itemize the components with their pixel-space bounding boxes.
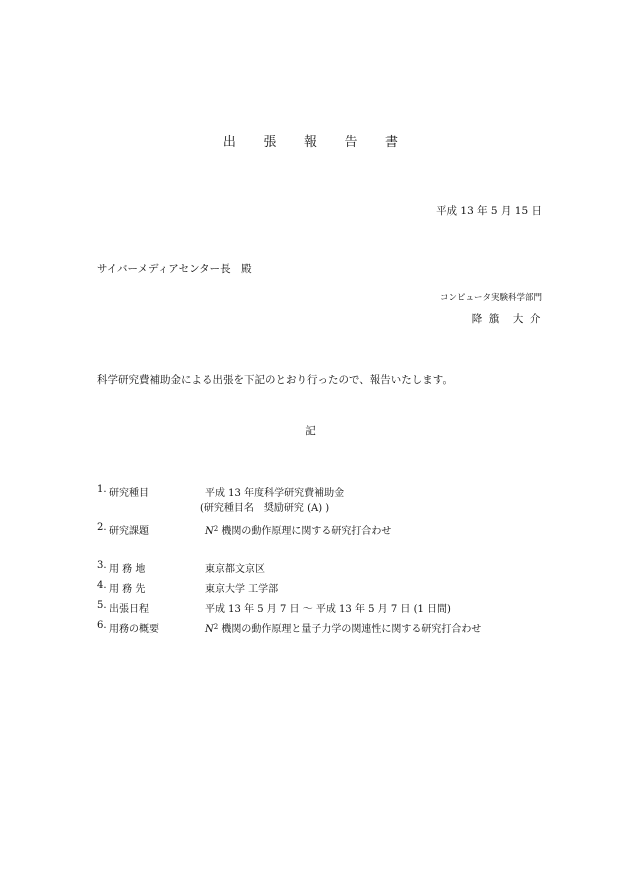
item-label: 研究課題 <box>109 526 149 537</box>
item-research-type-sub <box>97 499 557 513</box>
math-exponent: 2 <box>213 524 219 533</box>
item-destination <box>97 560 557 574</box>
author-name: 降 籏 大 介 <box>471 313 542 325</box>
item-value-wrapper <box>205 620 481 635</box>
item-value: 機関の動作原理に関する研究打合わせ <box>218 526 392 537</box>
item-value-wrapper <box>205 522 391 537</box>
item-value: 東京都文京区 <box>205 564 265 575</box>
math-symbol: N <box>205 624 214 635</box>
item-label: 用 務 地 <box>109 564 146 575</box>
item-number: 5. <box>97 600 107 611</box>
item-research-type <box>97 484 557 498</box>
author-department: コンピュータ実験科学部門 <box>439 293 542 303</box>
report-statement: 科学研究費補助金による出張を下記のとおり行ったので、報告いたします。 <box>97 374 453 386</box>
item-value: 東京大学 工学部 <box>205 584 279 595</box>
item-value: 平成 13 年 5 月 7 日 〜 平成 13 年 5 月 7 日 (1 日間) <box>205 604 451 615</box>
ki-heading: 記 <box>305 425 316 437</box>
item-number: 3. <box>97 560 107 571</box>
item-subvalue: (研究種目名 奨励研究 (A) ) <box>200 503 330 514</box>
item-number: 2. <box>97 522 107 533</box>
item-label: 出張日程 <box>109 604 149 615</box>
report-date: 平成 13 年 5 月 15 日 <box>436 205 542 217</box>
item-schedule <box>97 600 557 614</box>
math-symbol: N <box>205 526 214 537</box>
item-summary <box>97 620 557 634</box>
math-exponent: 2 <box>213 622 219 631</box>
item-label: 用務の概要 <box>109 624 159 635</box>
item-value: 機関の動作原理と量子力学の関連性に関する研究打合わせ <box>218 624 482 635</box>
item-research-topic <box>97 522 557 536</box>
document-title: 出 張 報 告 書 <box>222 135 410 150</box>
item-number: 4. <box>97 580 107 591</box>
item-label: 研究種目 <box>109 488 149 499</box>
recipient: サイバーメディアセンター長 殿 <box>97 263 252 275</box>
item-visited-org <box>97 580 557 594</box>
item-value: 平成 13 年度科学研究費補助金 <box>205 488 345 499</box>
item-number: 6. <box>97 620 107 631</box>
item-label: 用 務 先 <box>109 584 146 595</box>
item-number: 1. <box>97 484 107 495</box>
